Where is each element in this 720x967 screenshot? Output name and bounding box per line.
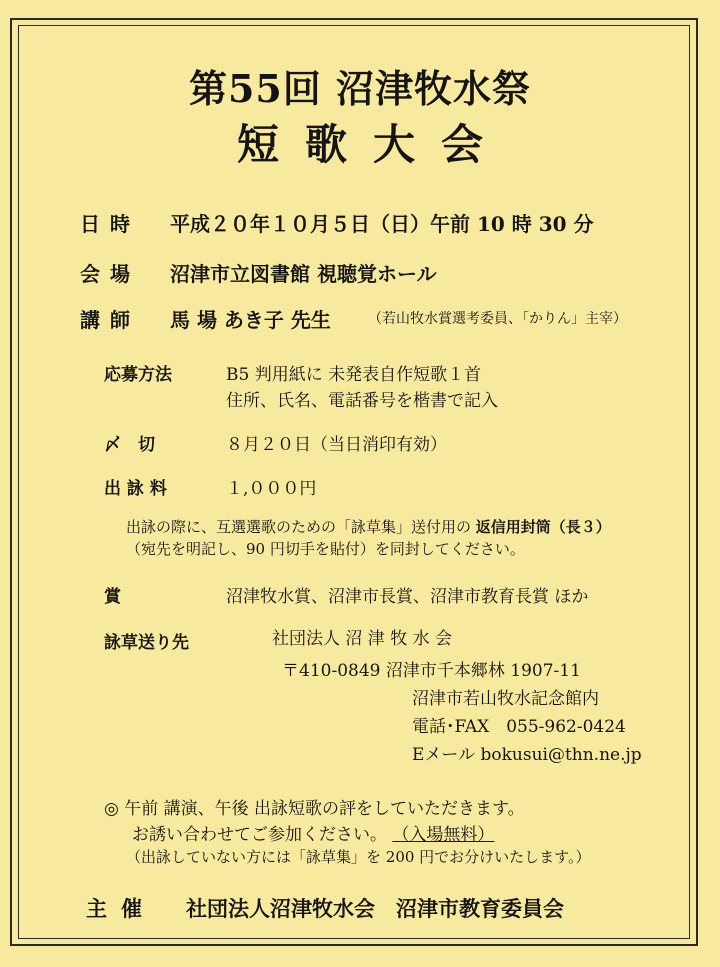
title-line-2: 短歌大会 <box>236 120 509 169</box>
remark-line-1: ◎ 午前 講演、午後 出詠短歌の評をしていただきます。 <box>104 799 525 819</box>
send-org: 社団法人 沼 津 牧 水 会 <box>272 629 453 649</box>
method-label: 応募方法 <box>104 365 172 385</box>
admission-free: （入場無料） <box>392 825 495 845</box>
envelope-note-1-text: 出詠の際に、互選選歌のための「詠草集」送付用の <box>126 518 472 536</box>
lecturer-label: 講師 <box>80 308 140 332</box>
envelope-note-2: （宛先を明記し、90 円切手を貼付）を同封してください。 <box>126 540 525 558</box>
send-address-1: 〒410-0849 沼津市千本郷林 1907-11 <box>282 661 581 681</box>
venue-label: 会場 <box>80 262 140 286</box>
organizer-label: 主催 <box>86 896 156 921</box>
send-address-2: 沼津市若山牧水記念館内 <box>412 689 599 709</box>
envelope-note-1 <box>126 516 611 537</box>
prize-label: 賞 <box>104 587 121 607</box>
fee-value: １,０００円 <box>226 479 317 499</box>
lecturer-name: 馬 場 あき子 先生 <box>170 308 331 332</box>
send-email: Eメール bokusui@thn.ne.jp <box>412 745 642 765</box>
method-line-1: B5 判用紙に 未発表自作短歌１首 <box>226 365 482 385</box>
venue-value: 沼津市立図書館 視聴覚ホール <box>170 262 437 286</box>
remark-line-3: （出詠していない方には「詠草集」を 200 円でお分けいたします。） <box>126 848 591 866</box>
lecturer-note: （若山牧水賞選考委員、「かりん」主宰） <box>368 311 627 327</box>
method-line-2: 住所、氏名、電話番号を楷書で記入 <box>226 391 498 411</box>
send-label: 詠草送り先 <box>104 633 189 653</box>
title-line-1: 第55回 沼津牧水祭 <box>188 66 532 111</box>
remark-line-2 <box>132 820 494 845</box>
deadline-value: ８月２０日（当日消印有効） <box>226 435 447 455</box>
organizer-value: 社団法人沼津牧水会 沼津市教育委員会 <box>186 896 564 921</box>
fee-label: 出 詠 料 <box>104 479 167 499</box>
date-label: 日時 <box>80 212 140 236</box>
send-telephone: 電話･FAX 055-962-0424 <box>412 717 626 737</box>
deadline-label: 〆 切 <box>104 435 155 455</box>
remark-line-2-text: お誘い合わせてご参加ください。 <box>132 825 387 845</box>
envelope-note-1-emphasis: 返信用封筒（長３） <box>475 518 611 536</box>
prize-value: 沼津牧水賞、沼津市長賞、沼津市教育長賞 ほか <box>226 587 589 607</box>
date-value: 平成２０年１０月５日（日）午前 10 時 30 分 <box>170 212 594 236</box>
